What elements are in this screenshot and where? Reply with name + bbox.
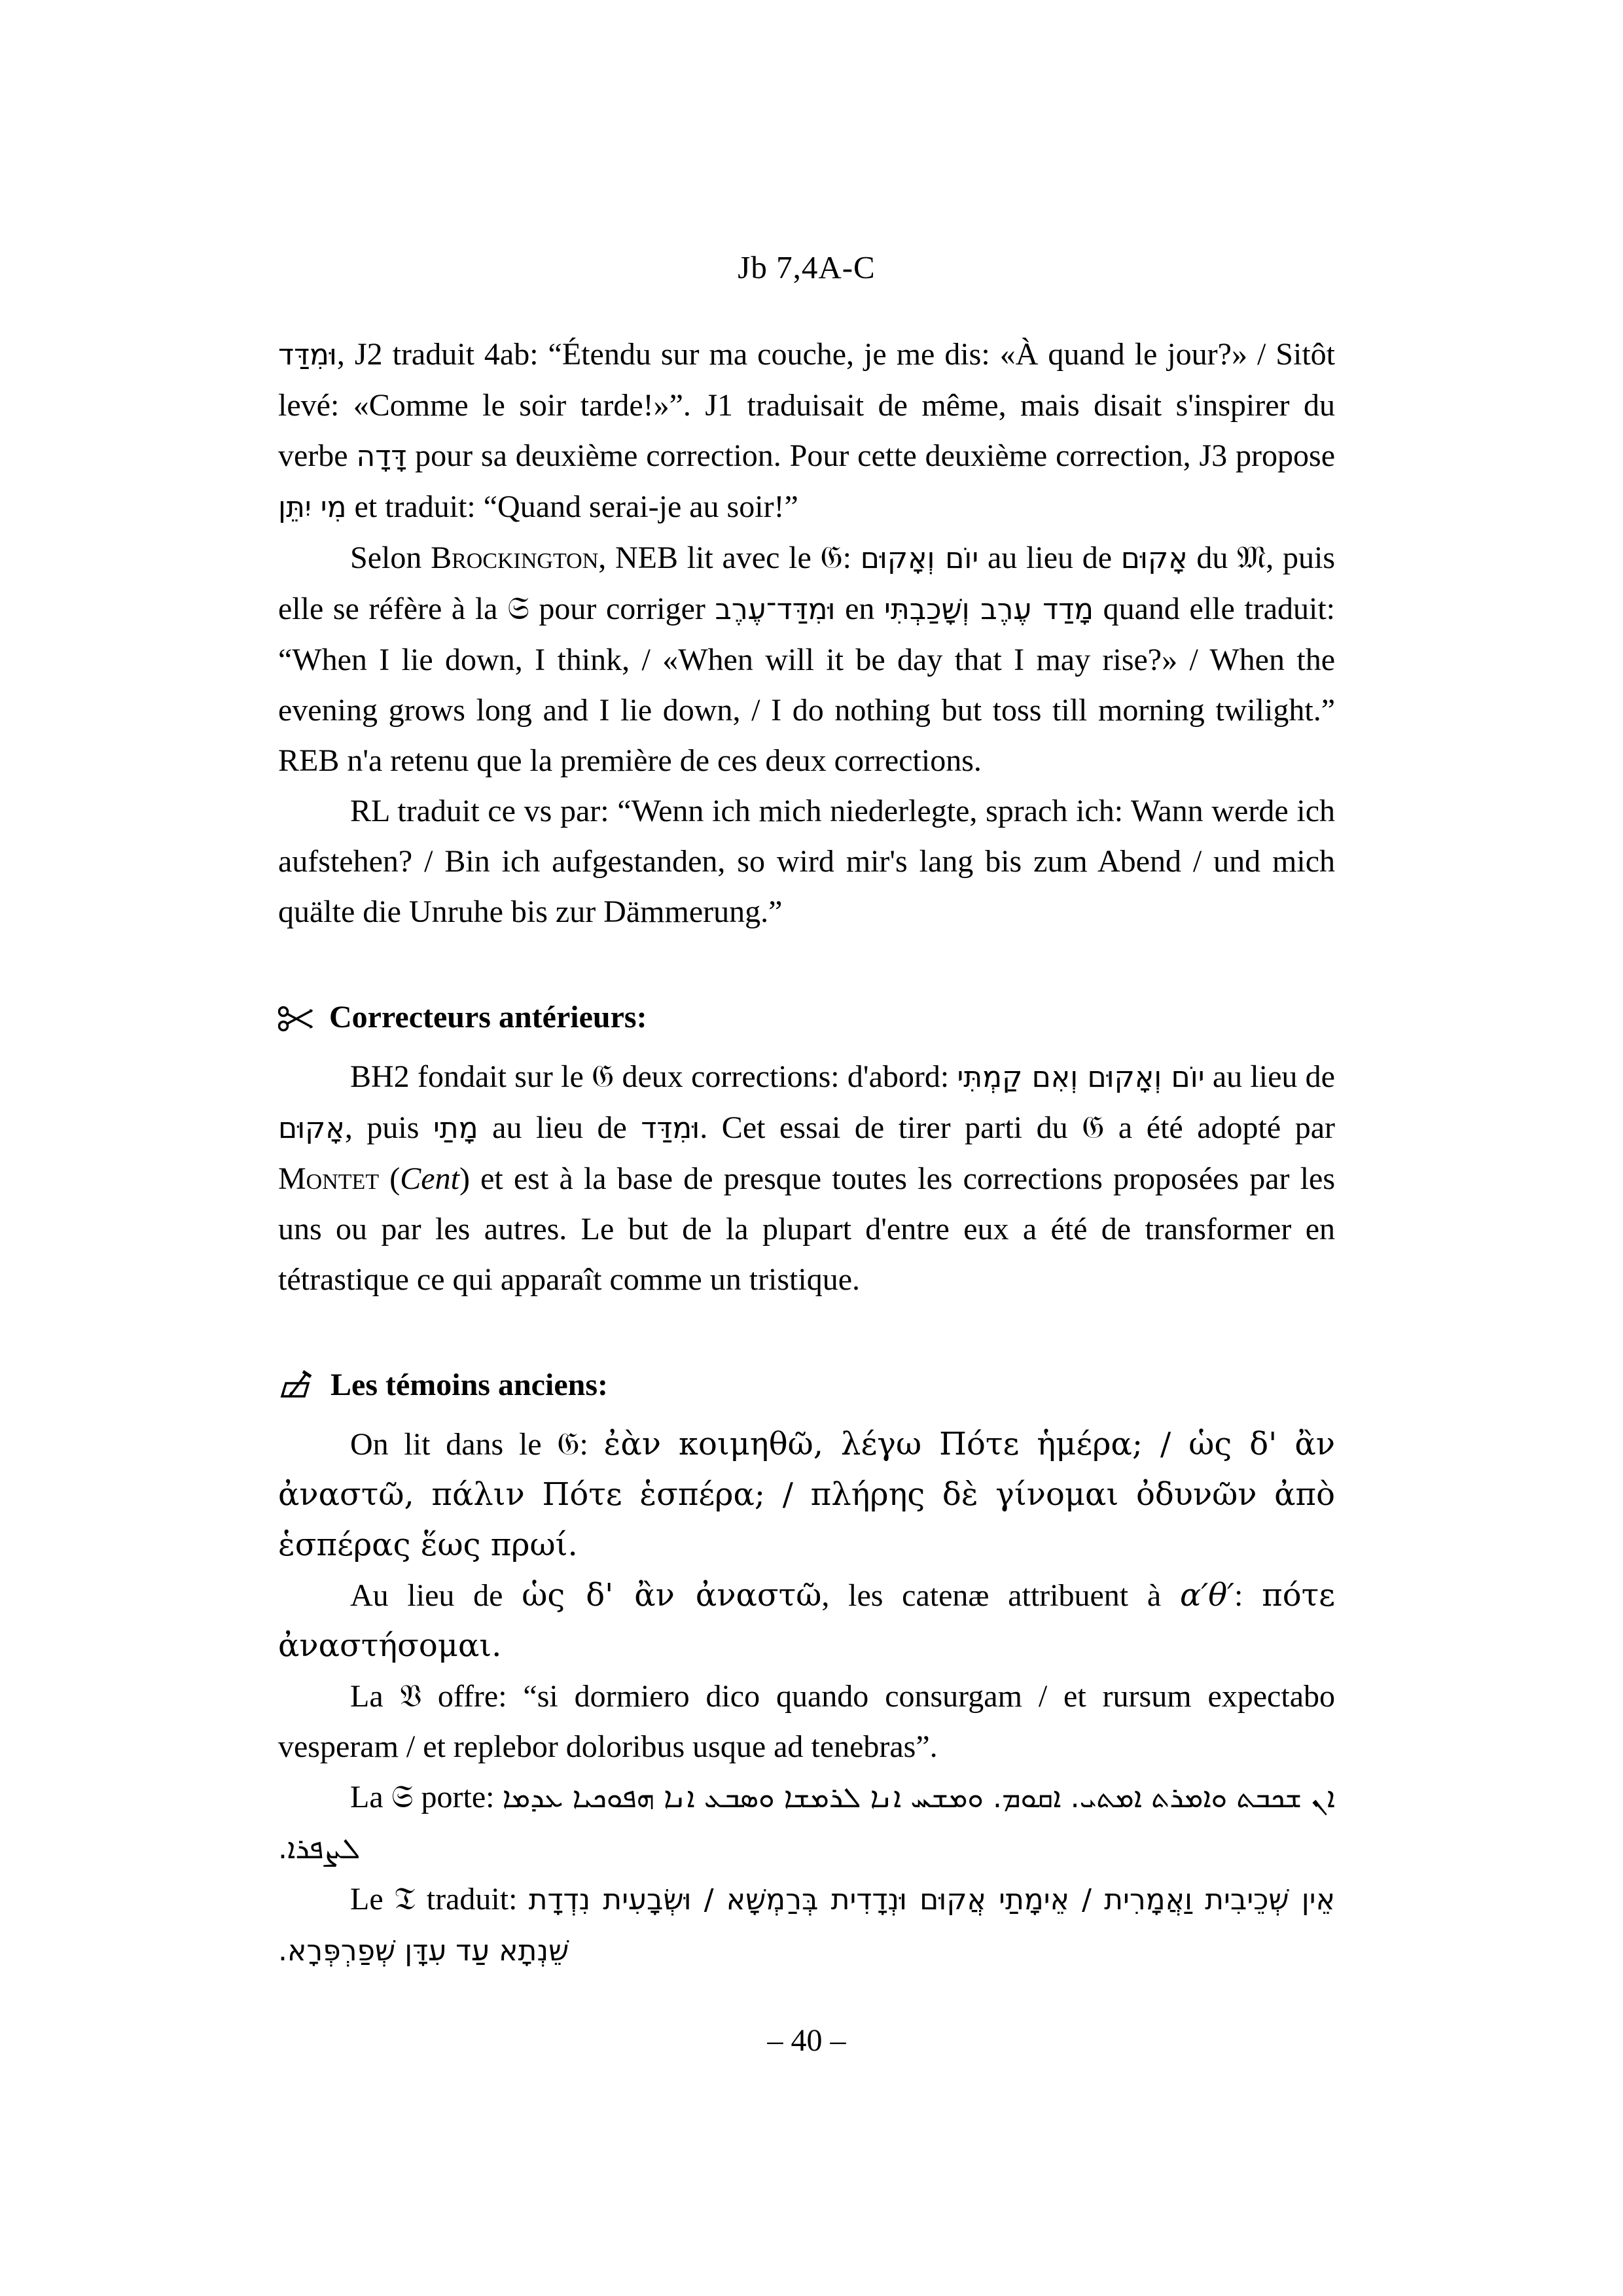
hebrew-text-run: וּמִדַּד: [641, 1112, 700, 1145]
plain-text-run: , NEB lit avec le: [598, 540, 821, 575]
sc-text-run: Brockington: [431, 540, 599, 575]
writing-hand-icon: [278, 1366, 316, 1417]
hebrew-text-run: אֵין שְׁכֵיבִית וַאֲמָרִית / אֵימָתַי אֲקוּם וּנְדָדִית בְּרַמְשָׁא / וּשְׂבָעִית נִדְדָת שֵׁנְתָא עַד עִדָּן שְׁפַרְפְּרָא.: [278, 1883, 1335, 1968]
paragraph: [278, 1874, 1335, 1976]
plain-text-run: , les catenæ attribuent à: [821, 1578, 1180, 1613]
plain-text-run: au lieu de: [478, 1110, 641, 1145]
plain-text-run: , puis elle se réfère à la: [278, 540, 1336, 626]
hebrew-text-run: אָקוּם: [278, 1112, 345, 1145]
fraktur-text-run: 𝔊: [557, 1426, 580, 1462]
section-heading-temoins: [278, 1360, 1335, 1417]
paragraph: [278, 533, 1335, 786]
plain-text-run: offre: “si dormiero dico quando consurgam / et rursum expectabo vesperam / et replebor doloribus usque ad tenebras”.: [278, 1679, 1335, 1764]
plain-text-run: en: [835, 592, 885, 626]
hebrew-text-run: מָתַי: [433, 1112, 478, 1145]
section-heading-label: Correcteurs antérieurs:: [329, 1000, 647, 1034]
plain-text-run: . Cet essai de tirer parti du: [700, 1110, 1082, 1145]
sc-text-run: Montet: [278, 1161, 380, 1196]
greek-text-run: πότε ἀναστήσομαι.: [278, 1577, 1336, 1664]
fraktur-text-run: 𝔗: [394, 1881, 416, 1917]
fraktur-text-run: 𝔖: [391, 1778, 414, 1815]
plain-text-run: (: [379, 1161, 401, 1196]
fraktur-text-run: 𝔊: [1082, 1109, 1105, 1146]
hebrew-text-run: וּמִדַּד־עֶרֶב: [715, 593, 836, 626]
italic-greek-text-run: α′θ′: [1179, 1577, 1235, 1614]
plain-text-run: RL traduit ce vs par: “Wenn ich mich niederlegte, sprach ich: Wann werde ich aufstehen? / Bin ich aufgestanden, so wird mir's lang bis zum Abend / und mich quälte die Unruhe bis zur Dämmerung.”: [278, 794, 1335, 929]
hebrew-text-run: יוֹם וְאָקוּם וְאִם קַמְתִּי: [957, 1061, 1205, 1094]
paragraph: [278, 1419, 1335, 1570]
paragraph: [278, 1570, 1335, 1671]
section-heading-label: Les témoins anciens:: [330, 1368, 608, 1402]
hebrew-text-run: אָקוּם: [1120, 542, 1188, 575]
section-heading-correcteurs: [278, 992, 1335, 1049]
fraktur-text-run: 𝔊: [592, 1058, 615, 1095]
plain-text-run: :: [842, 540, 861, 575]
fraktur-text-run: 𝔊: [820, 539, 843, 576]
plain-text-run: deux corrections: d'abord:: [614, 1059, 957, 1094]
plain-text-run: du: [1187, 540, 1238, 575]
plain-text-run: au lieu de: [978, 540, 1121, 575]
hebrew-text-run: מִי יִתֵּן: [278, 491, 347, 524]
hebrew-text-run: יוֹם וְאָקוּם: [860, 542, 979, 575]
plain-text-run: , puis: [344, 1110, 433, 1145]
plain-text-run: porte:: [413, 1780, 503, 1814]
plain-text-run: La: [350, 1679, 400, 1714]
paragraph: [278, 786, 1335, 937]
plain-text-run: Le: [350, 1882, 395, 1916]
syriac-text-run: ܐܢ ܫܟܒܬ ܘܐܡܪܬ ܐܡܬܝ. ܐܩܘܡ. ܘܡܫܚ ܐܢܐ ܠܪܡܫܐ ܘܣܒܥ ܐܢܐ ܗܦܘܟܝܐ ܥܕܡܐ ܠܨܦܪܐ.: [278, 1781, 1336, 1865]
scissors-icon: [278, 998, 315, 1049]
fraktur-text-run: 𝔙: [399, 1678, 421, 1714]
paragraph: [278, 1671, 1335, 1772]
plain-text-run: traduit:: [415, 1882, 529, 1916]
fraktur-text-run: 𝔐: [1237, 539, 1266, 576]
plain-text-run: et traduit: “Quand serai-je au soir!”: [346, 489, 798, 524]
plain-text-run: La: [350, 1780, 391, 1814]
plain-text-run: pour corriger: [529, 592, 715, 626]
page-title: Jb 7,4A-C: [738, 249, 876, 285]
paragraph: [278, 1772, 1335, 1874]
italic-text-run: Cent: [400, 1161, 459, 1196]
plain-text-run: On lit dans le: [350, 1427, 558, 1462]
greek-text-run: ὡς δ' ἂν ἀναστῶ: [522, 1577, 822, 1614]
plain-text-run: BH2 fondait sur le: [350, 1059, 592, 1094]
plain-text-run: ) et est à la base de presque toutes les corrections proposées par les uns ou par les autres. Le but de la plupart d'entre eux a été de transformer en tétrastique ce qui apparaît comme un tristique.: [278, 1161, 1336, 1297]
page-number: – 40 –: [767, 2023, 846, 2058]
plain-text-run: a été adopté par: [1104, 1110, 1336, 1145]
greek-text-run: ἐὰν κοιμηθῶ, λέγω Πότε ἡμέρα; / ὡς δ' ἂν ἀναστῶ, πάλιν Πότε ἑσπέρα; / πλήρης δὲ γίνομαι ὀδυνῶν ἀπὸ ἑσπέρας ἕως πρωί.: [278, 1426, 1336, 1563]
plain-text-run: Selon: [350, 540, 431, 575]
plain-text-run: au lieu de: [1204, 1059, 1335, 1094]
fraktur-text-run: 𝔖: [507, 590, 529, 627]
hebrew-text-run: וּמִדַּד: [278, 338, 337, 372]
plain-text-run: Au lieu de: [350, 1578, 522, 1613]
plain-text-run: , J2 traduit 4ab: “Étendu sur ma couche, je me dis: «À quand le jour?» / Sitôt levé: «Comme le soir tarde!»”. J1 traduisait de même, mais disait s'inspirer du verbe: [278, 337, 1335, 473]
hebrew-text-run: דָּדָה: [356, 440, 407, 473]
plain-text-run: :: [1234, 1578, 1262, 1613]
plain-text-run: pour sa deuxième correction. Pour cette deuxième correction, J3 propose: [406, 438, 1335, 473]
plain-text-run: :: [579, 1427, 604, 1462]
hebrew-text-run: מָדַד עֶרֶב וְשָׁכַבְתִּי: [884, 593, 1094, 626]
paragraph: [278, 1051, 1335, 1305]
plain-text-run: quand elle traduit: “When I lie down, I think, / «When will it be day that I may rise?» / When the evening grows long and I lie down, / I do nothing but toss till morning twilight.” REB n'a retenu que la première de ces deux corrections.: [278, 592, 1336, 778]
paragraph: [278, 329, 1335, 533]
